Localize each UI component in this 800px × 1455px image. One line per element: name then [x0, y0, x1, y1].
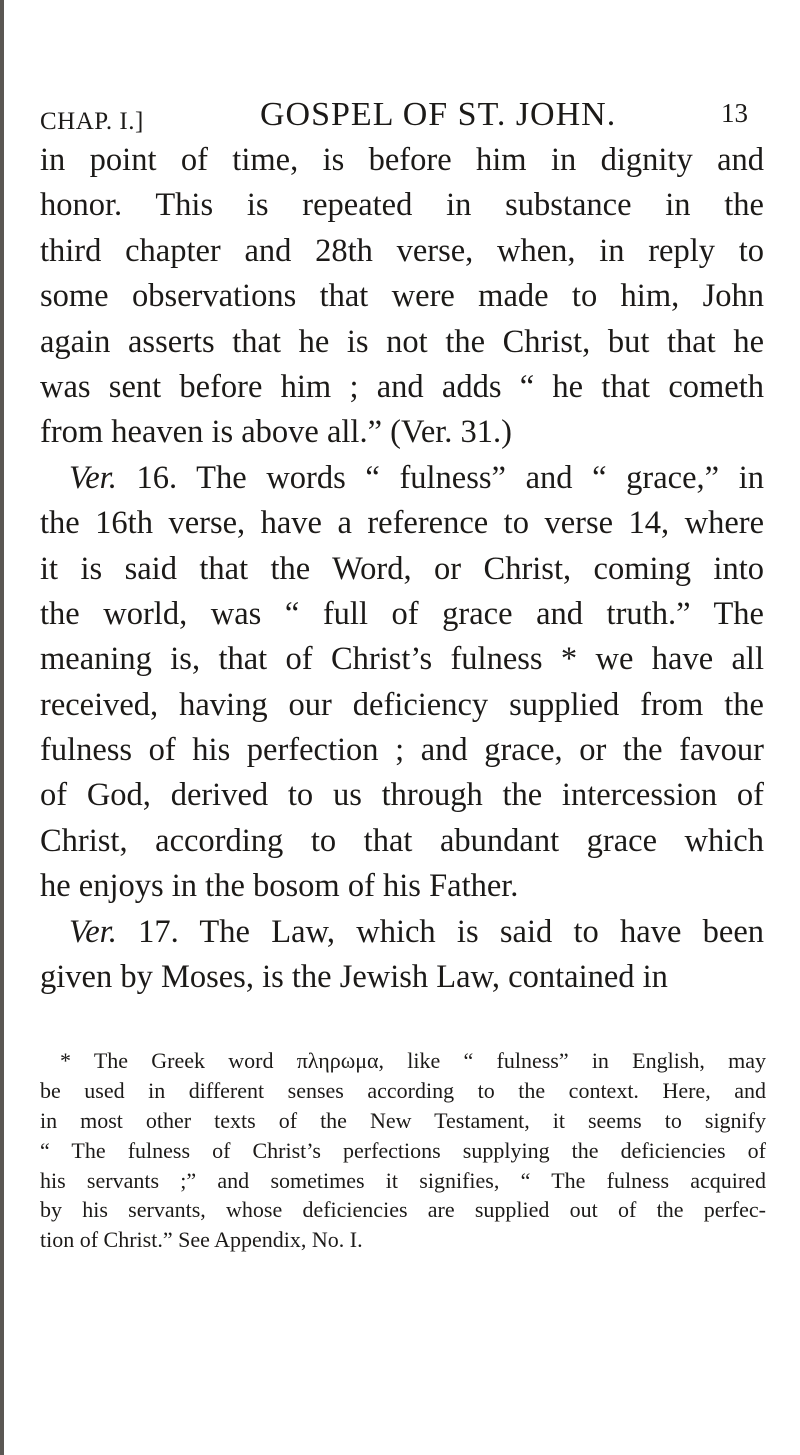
body-line: it is said that the Word, or Christ, coming into — [40, 550, 764, 587]
verse-label: Ver. — [69, 459, 117, 496]
body-line-verse-17: Ver. 17. The Law, which is said to have been — [69, 913, 764, 950]
body-line: third chapter and 28th verse, when, in reply to — [40, 232, 764, 269]
verse-label: Ver. — [69, 913, 117, 950]
page-number: 13 — [721, 98, 748, 128]
running-header — [40, 78, 760, 135]
footnote-line: be used in different senses according to the context. Here, and — [40, 1077, 766, 1103]
body-line: honor. This is repeated in substance in the — [40, 187, 764, 224]
body-line: meaning is, that of Christ’s fulness * we have all — [40, 641, 764, 678]
body-line: in point of time, is before him in dignity and — [40, 142, 764, 178]
body-line-verse-16: Ver. 16. The words “ fulness” and “ grace,” in — [69, 459, 764, 496]
body-line: some observations that were made to him, John — [40, 278, 764, 315]
body-line: from heaven is above all.” (Ver. 31.) — [40, 414, 512, 451]
footnote-line: by his servants, whose deficiencies are supplied out of the perfec- — [40, 1197, 766, 1223]
footnote-line: his servants ;” and sometimes it signifies, “ The fulness acquired — [40, 1167, 766, 1193]
body-line: of God, derived to us through the intercession of — [40, 777, 764, 814]
footnote-line: tion of Christ.” See Appendix, No. I. — [40, 1227, 363, 1253]
body-line: the world, was “ full of grace and truth.” The — [40, 595, 764, 632]
body-line: Christ, according to that abundant grace which — [40, 822, 764, 859]
body-line: was sent before him ; and adds “ he that cometh — [40, 368, 764, 405]
body-line: given by Moses, is the Jewish Law, contained in — [40, 959, 668, 996]
body-line: again asserts that he is not the Christ, but that he — [40, 323, 764, 360]
chapter-label: CHAP. I.] — [40, 108, 144, 135]
footnote-line: “ The fulness of Christ’s perfections supplying the deficiencies of — [40, 1137, 766, 1163]
footnote-line: * The Greek word πληρωμα, like “ fulness” in English, may — [60, 1048, 766, 1073]
body-line: the 16th verse, have a reference to verse 14, where — [40, 505, 764, 542]
page-binding-edge — [0, 0, 4, 1455]
body-line: he enjoys in the bosom of his Father. — [40, 868, 519, 905]
running-title: GOSPEL OF ST. JOHN. — [260, 96, 617, 133]
body-text — [40, 138, 764, 1000]
body-line: fulness of his perfection ; and grace, or the favour — [40, 732, 764, 769]
footnote-line: in most other texts of the New Testament, it seems to signify — [40, 1107, 766, 1133]
body-line: received, having our deficiency supplied from the — [40, 686, 764, 723]
footnote — [40, 1046, 766, 1255]
